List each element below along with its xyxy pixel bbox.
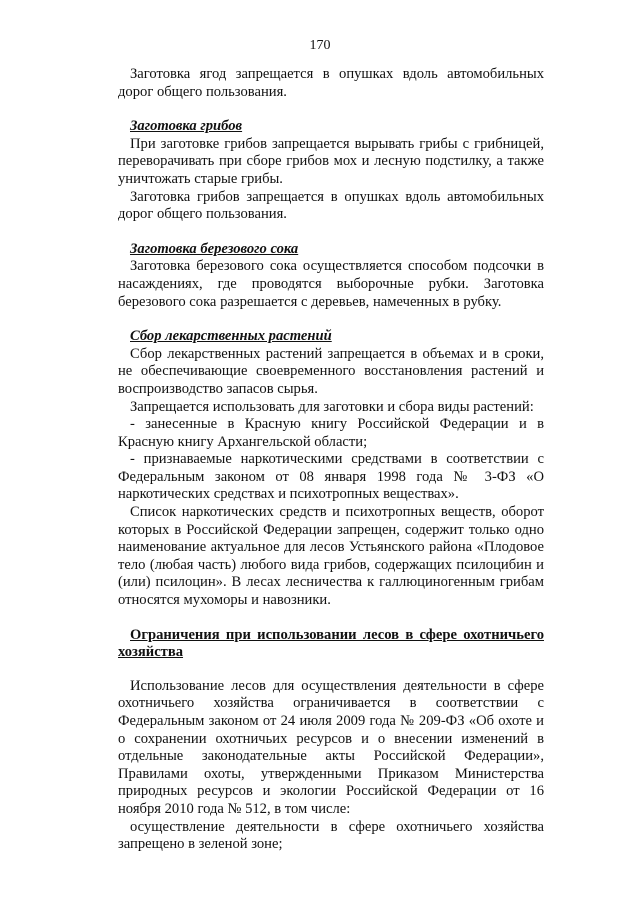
mushrooms-heading: Заготовка грибов	[130, 118, 243, 135]
mushrooms-paragraph-2: Заготовка грибов запрещается в опушках вдоль автомобильных дорог общего пользования.	[118, 188, 544, 223]
hunting-section-heading: Ограничения при использовании лесов в сфере охотничьего хозяйства	[118, 626, 544, 661]
hunting-paragraph-1: Использование лесов для осуществления деятельности в сфере охотничьего хозяйства ограничивается в соответствии с Федеральным законом от 24 июля 2009 года № 209-ФЗ «Об охоте и о сохранении охотничьих ресурсов и о внесении изменений в отдельные законодательные акты Российской Федерации», Правилами охоты, утвержденными Приказом Министерства природных ресурсов и экологии Российской Федерации от 16 ноября 2010 года № 512, в том числе:	[118, 677, 544, 817]
spacer	[118, 224, 544, 241]
spacer	[118, 101, 544, 118]
medicinal-list-item-2: - признаваемые наркотическими средствами в соответствии с Федеральным законом от 08 января 1998 года № 3-ФЗ «О наркотических средствах и психотропных веществах».	[118, 451, 544, 503]
medicinal-paragraph-2: Запрещается использовать для заготовки и сбора виды растений:	[130, 398, 534, 415]
medicinal-plants-heading: Сбор лекарственных растений	[130, 328, 332, 345]
document-body	[118, 66, 544, 854]
birch-sap-paragraph: Заготовка березового сока осуществляется способом подсочки в насаждениях, где проводятся выборочные рубки. Заготовка березового сока разрешается с деревьев, намеченных в рубку.	[118, 258, 544, 310]
page-number: 170	[309, 38, 331, 53]
berries-roadside-paragraph: Заготовка ягод запрещается в опушках вдоль автомобильных дорог общего пользования.	[118, 66, 544, 100]
spacer	[118, 662, 544, 678]
medicinal-list-item-1: - занесенные в Красную книгу Российской Федерации и в Красную книгу Архангельской области;	[118, 416, 544, 450]
medicinal-paragraph-3: Список наркотических средств и психотропных веществ, оборот которых в Российской Федерации запрещен, содержит только одно наименование актуальное для лесов Устьянского района «Плодовое тело (любая часть) любого вида грибов, содержащих псилоцибин и (или) псилоцин». В лесах лесничества к галлюциногенным грибам относятся мухоморы и навозники.	[118, 504, 544, 609]
spacer	[118, 311, 544, 328]
spacer	[118, 610, 544, 627]
medicinal-paragraph-1: Сбор лекарственных растений запрещается в объемах и в сроки, не обеспечивающие своевременного восстановления растений и воспроизводство запасов сырья.	[118, 345, 544, 397]
hunting-paragraph-2: осуществление деятельности в сфере охотничьего хозяйства запрещено в зеленой зоне;	[118, 818, 544, 853]
birch-sap-heading: Заготовка березового сока	[130, 240, 299, 257]
mushrooms-paragraph-1: При заготовке грибов запрещается вырывать грибы с грибницей, переворачивать при сборе грибов мох и лесную подстилку, а также уничтожать старые грибы.	[118, 135, 544, 187]
